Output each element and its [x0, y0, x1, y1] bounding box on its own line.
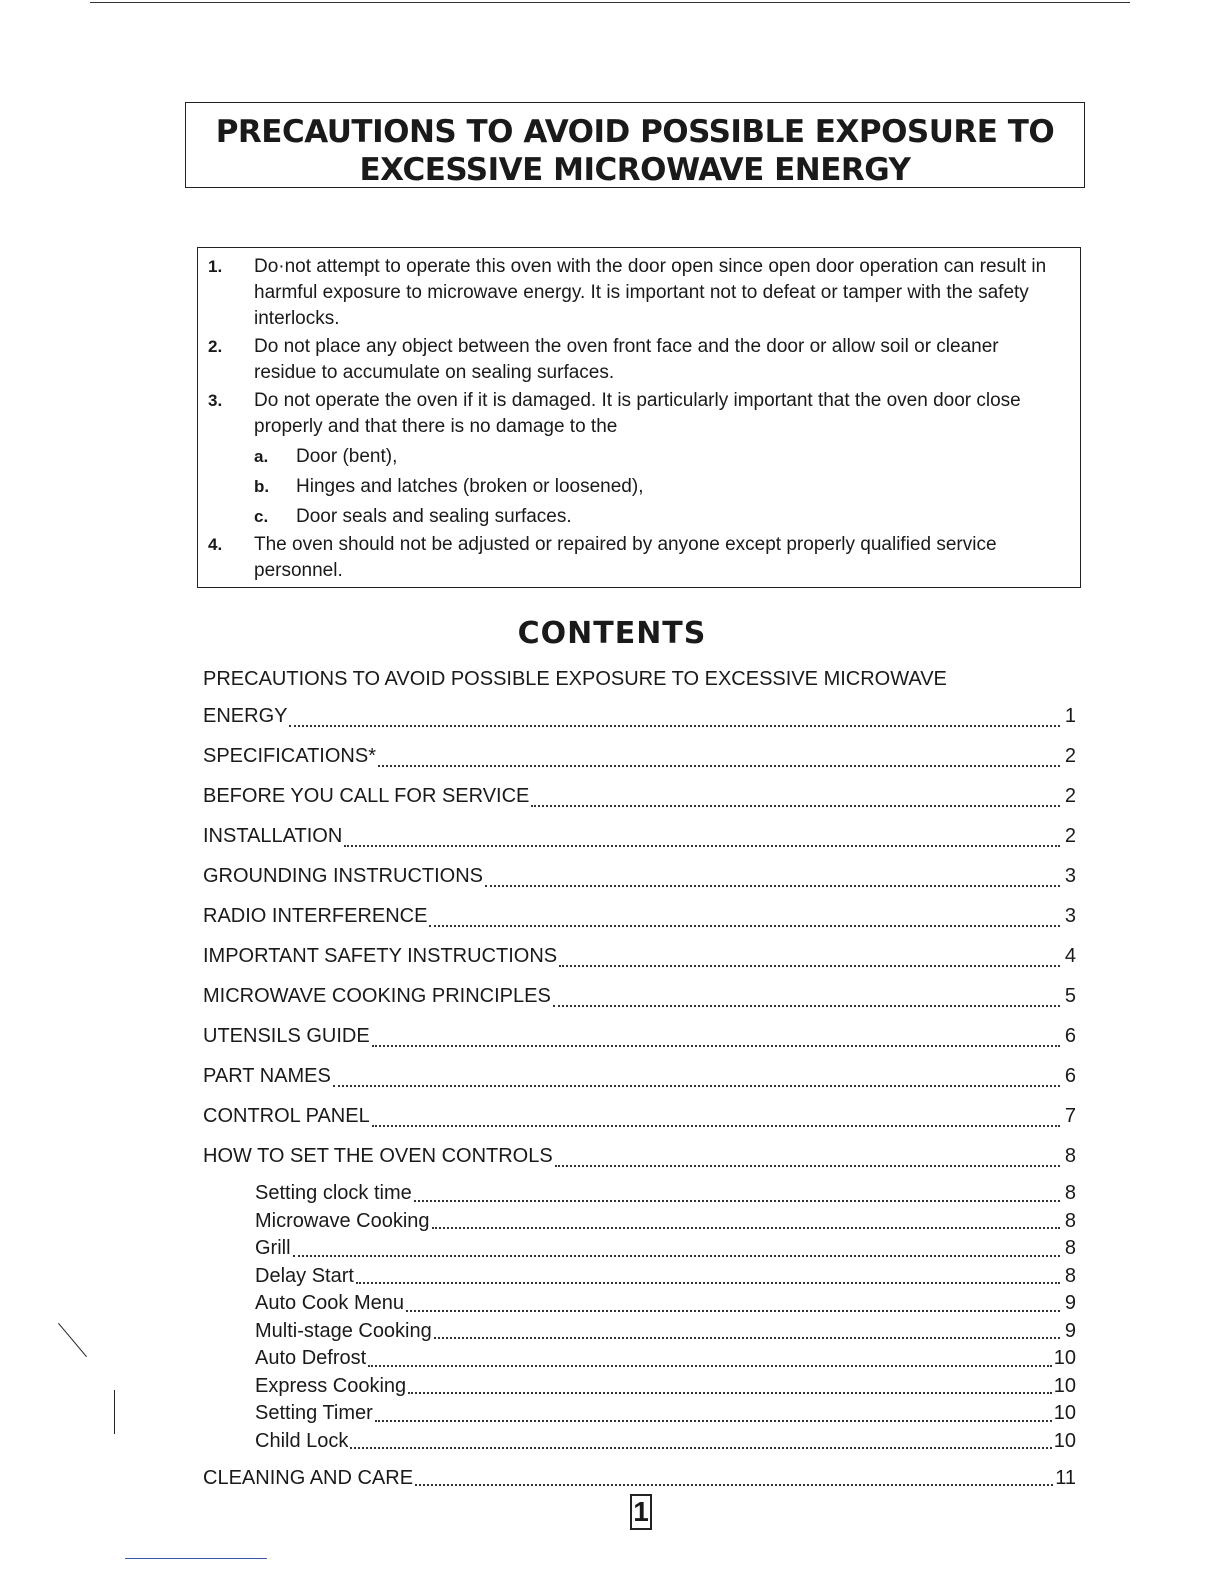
toc-sub-entry-page: 10	[1053, 1374, 1076, 1397]
warning-subitem	[208, 472, 1050, 502]
toc-sub-entry-label: Express Cooking	[255, 1374, 407, 1397]
toc-entry-page: 2	[1064, 785, 1076, 807]
toc-entry-page: 1	[1064, 705, 1076, 727]
toc-sub-entry-label: Setting clock time	[255, 1182, 412, 1204]
toc-sub-entry-page: 8	[1064, 1237, 1076, 1259]
toc-entry	[203, 856, 1076, 896]
toc-sub-entry	[203, 1373, 1076, 1401]
toc-leader-dots	[414, 1200, 1060, 1202]
toc-leader-dots	[406, 1310, 1060, 1312]
warning-subitem	[208, 442, 1050, 472]
page-number: 1	[630, 1494, 652, 1530]
toc-sub-entry-label: Setting Timer	[255, 1402, 373, 1424]
toc-sub-entry-page: 10	[1053, 1347, 1076, 1369]
toc-entry-label: RADIO INTERFERENCE	[203, 905, 428, 927]
warning-subitem-letter: b.	[254, 477, 270, 496]
toc-entry-page: 7	[1064, 1105, 1076, 1127]
warning-subitem-text: Door (bent),	[296, 446, 398, 467]
table-of-contents	[203, 662, 1076, 1495]
toc-entry-page: 6	[1064, 1065, 1076, 1087]
toc-sub-entry	[203, 1263, 1076, 1291]
toc-entry-label: PART NAMES	[203, 1065, 331, 1087]
toc-leader-dots	[372, 1125, 1060, 1127]
scan-edge-line	[90, 2, 1130, 3]
toc-sub-entry	[203, 1235, 1076, 1263]
toc-sub-entry	[203, 1318, 1076, 1346]
toc-sub-entry-page: 8	[1064, 1209, 1076, 1232]
warning-text: Do·not attempt to operate this oven with the door open since open door operation can result in harmful exposure to microwave energy. It is important not to defeat or tamper with the safety interlocks.	[254, 256, 1047, 329]
toc-sub-entry	[203, 1180, 1076, 1208]
warning-subitem-text: Hinges and latches (broken or loosened),	[296, 476, 644, 497]
toc-sub-entry-label: Multi-stage Cooking	[255, 1319, 432, 1342]
toc-intro-line: PRECAUTIONS TO AVOID POSSIBLE EXPOSURE TO EXCESSIVE MICROWAVE	[203, 668, 947, 690]
toc-leader-dots	[375, 1420, 1052, 1422]
toc-entry-page: 3	[1064, 865, 1076, 887]
toc-entry	[203, 896, 1076, 936]
toc-entry-page: 3	[1064, 905, 1076, 927]
toc-entry-label: UTENSILS GUIDE	[203, 1025, 370, 1047]
toc-entry-label: ENERGY	[203, 705, 288, 727]
toc-entry	[203, 816, 1076, 856]
toc-leader-dots	[344, 845, 1060, 847]
toc-entry	[203, 696, 1076, 736]
toc-leader-dots	[415, 1484, 1053, 1486]
toc-leader-dots	[378, 765, 1060, 767]
toc-leader-dots	[559, 965, 1060, 967]
toc-leader-dots	[333, 1085, 1060, 1087]
toc-leader-dots	[531, 805, 1060, 807]
toc-entry-label: CONTROL PANEL	[203, 1105, 370, 1127]
toc-entry-label: SPECIFICATIONS*	[203, 745, 376, 767]
scan-margin-mark	[114, 1390, 115, 1434]
warning-text: The oven should not be adjusted or repaired by anyone except properly qualified service personnel.	[254, 534, 997, 581]
contents-heading: CONTENTS	[517, 616, 707, 651]
toc-entry-page: 5	[1064, 985, 1076, 1007]
toc-entry-page: 2	[1064, 825, 1076, 847]
toc-sub-entry	[203, 1345, 1076, 1373]
scan-margin-mark	[58, 1323, 87, 1357]
toc-entry-page: 11	[1055, 1467, 1076, 1489]
precautions-list	[197, 247, 1081, 588]
toc-leader-dots	[432, 1227, 1060, 1229]
toc-sub-entry-page: 8	[1064, 1264, 1076, 1287]
toc-sub-entry-page: 10	[1053, 1429, 1076, 1452]
warning-item	[208, 254, 1050, 332]
toc-leader-dots	[350, 1447, 1051, 1449]
warning-number: 1.	[208, 257, 223, 276]
toc-entry-label: IMPORTANT SAFETY INSTRUCTIONS	[203, 945, 558, 967]
toc-sub-entry-page: 8	[1064, 1182, 1076, 1204]
toc-entry-label: BEFORE YOU CALL FOR SERVICE	[203, 785, 530, 807]
toc-entry-label: HOW TO SET THE OVEN CONTROLS	[203, 1145, 553, 1167]
toc-sub-entry-label: Delay Start	[255, 1264, 354, 1287]
warning-text: Do not operate the oven if it is damaged. It is particularly important that the oven door close properly and that there is no damage to the	[254, 390, 1021, 437]
toc-leader-dots	[368, 1365, 1052, 1367]
toc-sub-entry	[203, 1428, 1076, 1456]
toc-leader-dots	[289, 725, 1060, 727]
warning-subitem	[208, 502, 1050, 532]
toc-sub-entry-label: Auto Cook Menu	[255, 1292, 404, 1314]
warning-item	[208, 334, 1050, 386]
toc-leader-dots	[485, 885, 1060, 887]
toc-leader-dots	[555, 1165, 1060, 1167]
toc-entry	[203, 1136, 1076, 1176]
toc-entry-page: 6	[1064, 1025, 1076, 1047]
warning-subitem-text: Door seals and sealing surfaces.	[296, 506, 572, 527]
toc-entry	[203, 936, 1076, 976]
toc-entry	[203, 1016, 1076, 1056]
toc-leader-dots	[429, 925, 1060, 927]
toc-entry-label: MICROWAVE COOKING PRINCIPLES	[203, 985, 551, 1007]
warning-item	[208, 532, 1050, 584]
toc-entry-label: CLEANING AND CARE	[203, 1467, 414, 1489]
toc-sub-entry-page: 10	[1053, 1402, 1076, 1424]
toc-sub-entry-label: Auto Defrost	[255, 1347, 367, 1369]
warning-number: 2.	[208, 337, 223, 356]
toc-entry-page: 8	[1064, 1145, 1076, 1167]
toc-entry	[203, 1056, 1076, 1096]
warning-number: 3.	[208, 391, 223, 410]
toc-entry-label: INSTALLATION	[203, 825, 343, 847]
toc-leader-dots	[356, 1282, 1060, 1284]
warning-number: 4.	[208, 535, 223, 554]
toc-entry	[203, 1096, 1076, 1136]
toc-entry	[203, 976, 1076, 1016]
warning-subitem-letter: a.	[254, 447, 269, 466]
toc-sub-entry-label: Microwave Cooking	[255, 1209, 430, 1232]
warning-item	[208, 388, 1050, 440]
title-line-1: PRECAUTIONS TO AVOID POSSIBLE EXPOSURE TO	[215, 114, 1055, 150]
warning-subitem-letter: c.	[254, 507, 269, 526]
toc-entry	[203, 1461, 1076, 1495]
scan-edge-line	[125, 1558, 267, 1559]
title-line-2: EXCESSIVE MICROWAVE ENERGY	[359, 152, 911, 188]
warning-text: Do not place any object between the oven front face and the door or allow soil or cleaner residue to accumulate on sealing surfaces.	[254, 336, 999, 383]
toc-sub-entry-page: 9	[1064, 1319, 1076, 1342]
toc-sub-entry	[203, 1400, 1076, 1428]
toc-sub-entry	[203, 1208, 1076, 1236]
precautions-title	[186, 103, 1084, 189]
toc-leader-dots	[434, 1337, 1060, 1339]
toc-entry	[203, 736, 1076, 776]
toc-sub-entry	[203, 1290, 1076, 1318]
toc-leader-dots	[293, 1255, 1060, 1257]
toc-sub-entry-label: Child Lock	[255, 1429, 349, 1452]
toc-sub-entry-page: 9	[1064, 1292, 1076, 1314]
toc-entry	[203, 776, 1076, 816]
toc-entry-page: 2	[1064, 745, 1076, 767]
toc-entry-label: GROUNDING INSTRUCTIONS	[203, 865, 483, 887]
precautions-title-box	[185, 102, 1085, 188]
toc-entry-page: 4	[1064, 945, 1076, 967]
toc-sub-entry-label: Grill	[255, 1237, 291, 1259]
toc-leader-dots	[553, 1005, 1060, 1007]
toc-leader-dots	[408, 1392, 1052, 1394]
toc-leader-dots	[372, 1045, 1060, 1047]
